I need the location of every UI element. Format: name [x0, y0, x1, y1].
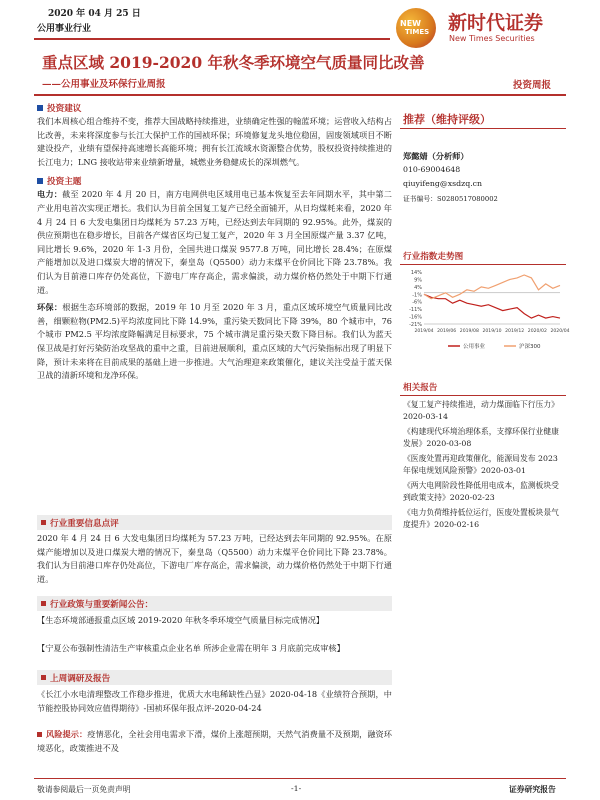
logo-text-2: TIMES: [405, 28, 430, 36]
footer-disclaimer: 敬请参阅最后一页免责声明: [37, 785, 131, 794]
y-tick-label: 14%: [410, 270, 422, 276]
analyst-email[interactable]: qiuyifeng@xsdzq.cn: [403, 179, 483, 188]
risk-paragraph: [37, 728, 392, 755]
chart-rule: [400, 264, 566, 265]
y-tick-label: -11%: [409, 307, 422, 314]
report-category: 公用事业行业: [37, 24, 92, 34]
legend-label: 公用事业: [463, 344, 486, 350]
series-line: [424, 294, 560, 318]
report-date: 2020 年 04 月 25 日: [48, 9, 141, 19]
section-bullet-icon: [37, 178, 43, 184]
related-report[interactable]: 《构建现代环境治理体系，支撑环保行业健康发展》2020-03-08: [403, 427, 559, 448]
y-tick-label: 4%: [414, 284, 422, 291]
policy-item-1: 【生态环境部通报重点区域 2019-2020 年秋冬季环境空气质量目标完成情况】: [37, 615, 325, 625]
research-heading: 上周调研及报告: [37, 670, 392, 685]
env-paragraph: [37, 301, 392, 383]
page-subtitle: ——公用事业及环保行业周报: [42, 79, 166, 90]
y-tick-label: -16%: [409, 314, 422, 321]
x-tick-label: 2019/04: [414, 329, 434, 334]
related-report[interactable]: 《电力负荷维持低位运行，医废处置板块景气度提升》2020-02-16: [403, 508, 559, 529]
y-tick-label: -21%: [409, 322, 422, 328]
x-tick-label: 2020/02: [527, 329, 547, 334]
y-tick-label: 9%: [414, 277, 422, 284]
section-bullet-icon: [41, 601, 46, 606]
theme-heading: 投资主题: [37, 173, 392, 188]
research-text: 《长江小水电清理整改工作稳步推进，优质大水电稀缺性凸显》2020-04-18《业绩符合预期，中节能控股协同效应值得期待》-国祯环保年报点评-2020-04-24: [37, 689, 392, 713]
section-bullet-icon: [41, 520, 46, 525]
review-text: 2020 年 4 月 24 日 6 大发电集团日均煤耗为 57.23 万吨，已经达到去年同期的 92.95%。在原煤产能增加以及进口煤炭大增的情况下，秦皇岛（Q5500）动力末煤平仓价同比下降 23.78%。我们认为目前港口库存仍处高位，下游电厂库存高企，需求偏淡，动力煤价格仍然处于中期下行通道。: [37, 533, 392, 584]
policy-heading: 行业政策与重要新闻公告：: [37, 596, 392, 611]
logo-text-1: NEW: [400, 19, 421, 28]
related-rule: [400, 395, 566, 396]
index-chart: [400, 268, 570, 354]
x-tick-label: 2019/12: [505, 329, 525, 334]
header-rule: [34, 38, 390, 40]
x-tick-label: 2019/06: [437, 329, 457, 334]
related-report[interactable]: 《医废处置再迎政策催化，能源局发布 2023 年保电规划风险预警》2020-03-01: [403, 454, 558, 475]
legend-label: 沪深300: [519, 344, 541, 350]
section-bullet-icon: [37, 105, 43, 111]
section-bullet-icon: [37, 732, 42, 737]
title-rule: [34, 94, 566, 96]
x-tick-label: 2019/08: [459, 329, 479, 334]
analyst-cert: 证书编号：S0280517080002: [403, 195, 498, 203]
advice-text: 我们本周核心组合维持不变，推荐大国战略持续推进，业绩确定性强的翰蓝环境；运营收入结构占比改善，未来将深度参与长江大保护工作的国祯环保；环境修复龙头地位稳固，固废领域项目不断建设投产，业绩有望保持高速增长高能环境；拥有长江流域水资源整合优势，股权投资持续推进的长江电力；LNG 接收站带来业绩新增量，城燃业务稳健成长的深圳燃气。: [37, 116, 392, 167]
page-number: -1-: [291, 784, 302, 793]
recommendation: 推荐（维持评级）: [403, 113, 491, 126]
risk-label: 风险提示：: [46, 729, 88, 739]
page-title: 重点区域 2019-2020 年秋冬季环境空气质量同比改善: [42, 53, 425, 72]
analyst-phone: 010-69004648: [403, 165, 461, 174]
brand-logo: [394, 6, 440, 52]
power-text: 截至 2020 年 4 月 20 日，南方电网供电区域用电已基本恢复至去年同期水平，其中第二产业用电首次实现正增长。我们认为目前全国复工复产已经全面铺开，从日均煤耗来看，2020 年 4 月 24 日 6 大发电集团日均煤耗为 57.23 万吨，已经达到去年同期的 92.95%。此外，煤炭的供应预期也在稳步增长，目前各产煤省区均已复工复产，2020 年 3 月全国原煤产量 3.37 亿吨，同比增长 9.6%，2020 年 1-3 月份，全国共进口煤炭 9577.8 万吨，同比增长 28.4%；在原煤产能增加以及进口煤炭大增的情况下，秦皇岛（Q5500）动力末煤平仓价同比下降 23.78%。我们认为目前港口库存仍处高位，下游电厂库存高企，需求偏淡，动力煤价格仍然处于中期下行通道。: [37, 189, 392, 295]
related-report[interactable]: 《两大电网阶段性降低用电成本，监测板块受到政策支持》2020-02-23: [403, 481, 559, 502]
risk-text: 疫情恶化，全社会用电需求下滑，煤价上涨超预期，天然气消费量不及预期，融资环境恶化，政策推进不及: [37, 729, 392, 753]
recommendation-rule: [400, 128, 566, 129]
chart-title: 行业指数走势图: [403, 252, 464, 262]
power-paragraph: [37, 188, 392, 297]
env-text: 根据生态环境部的数据，2019 年 10 月至 2020 年 3 月，重点区域环境空气质量同比改善，细颗粒物(PM2.5)平均浓度同比下降 14.9%，重污染天数同比下降 39%，80 个城市中，76 个城市 PM2.5 平均浓度降幅满足目标要求，75 个城市满足重污染天数下降目标。我们认为蓝天保卫战是打好污染防治攻坚战的重中之重，目前进展顺利，重点区域的大气污染指标出现了明显下降，预计未来将在目前成果的基础上进一步推进。大气治理迎来政策催化，建议关注受益于蓝天保卫战的清新环境和龙净环保。: [37, 302, 392, 381]
main-column: [37, 100, 392, 383]
advice-heading: 投资建议: [37, 100, 392, 115]
footer-rule: [34, 778, 566, 779]
y-tick-label: -6%: [412, 299, 422, 306]
power-label: 电力：: [37, 189, 63, 200]
series-line: [424, 275, 560, 299]
policy-item-2: 【宁夏公布强制性清洁生产审核重点企业名单 所涉企业需在明年 3 月底前完成审核】: [37, 643, 345, 653]
y-tick-label: -1%: [412, 292, 422, 299]
analyst-name: 郑懿婧（分析师）: [403, 151, 469, 161]
brand-name-cn: 新时代证券: [448, 12, 544, 34]
report-type-tag: 投资周报: [513, 80, 552, 91]
related-report[interactable]: 《复工复产持续推进，动力煤面临下行压力》2020-03-14: [403, 400, 559, 421]
env-label: 环保：: [37, 302, 63, 313]
x-tick-label: 2019/10: [482, 329, 502, 334]
section-bullet-icon: [41, 675, 46, 680]
footer-doc-type: 证券研究报告: [509, 785, 556, 794]
brand-name-en: New Times Securities: [449, 34, 535, 43]
x-tick-label: 2020/04: [550, 329, 570, 334]
review-heading: 行业重要信息点评: [37, 515, 392, 530]
related-list: [403, 399, 565, 534]
related-title: 相关报告: [403, 383, 438, 393]
